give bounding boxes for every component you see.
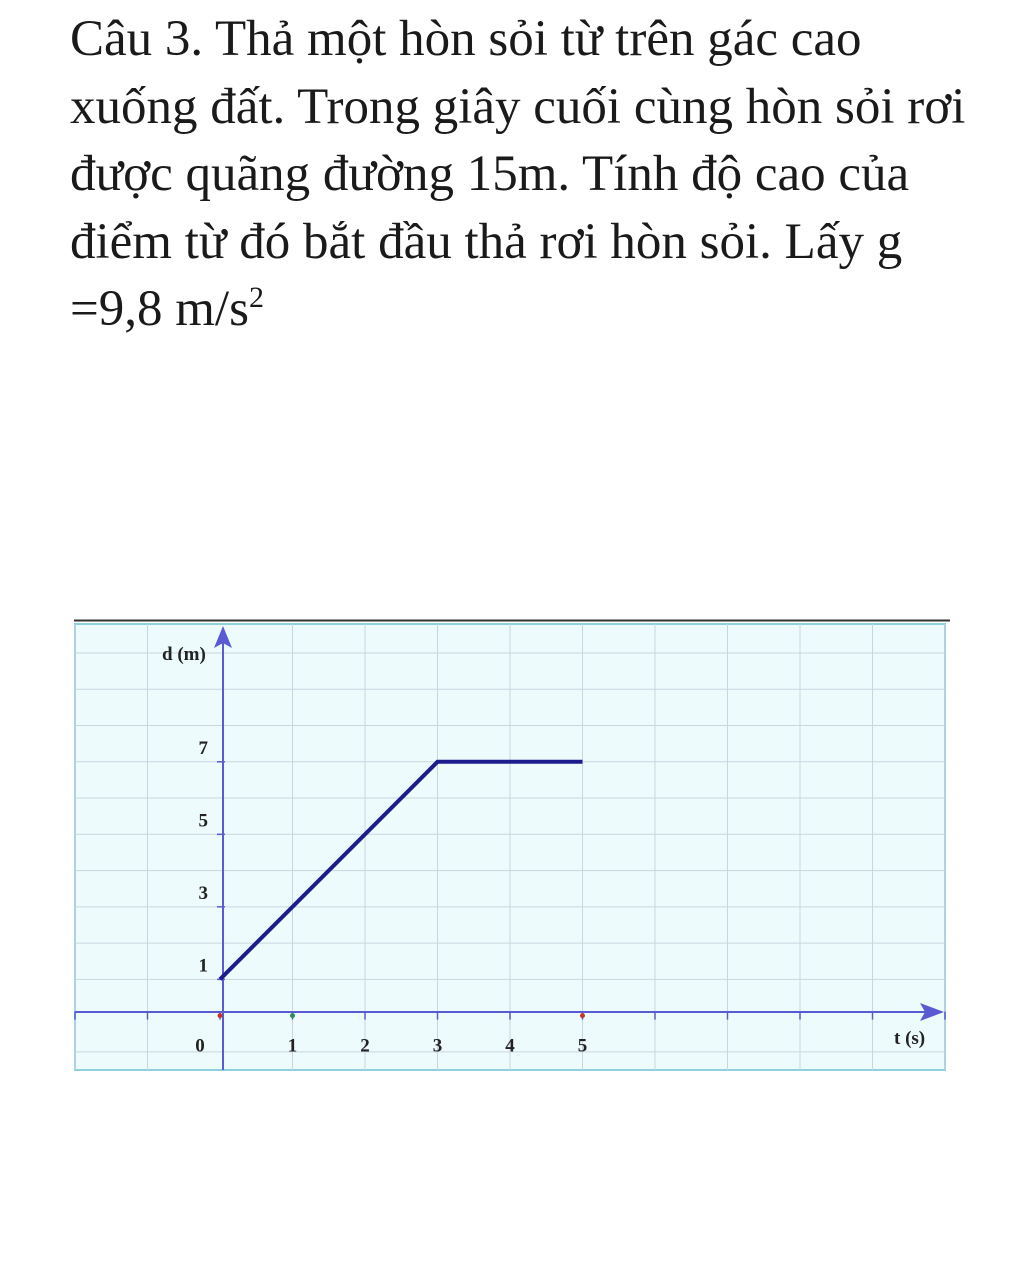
question-body: Câu 3. Thả một hòn sỏi từ trên gác cao xuống đất. Trong giây cuối cùng hòn sỏi rơi được quãng đường 15m. Tính độ cao của điểm từ đó bắt đầu thả rơi hòn sỏi. Lấy g =9,8 m/s (70, 11, 966, 337)
unit-exponent: 2 (248, 281, 264, 314)
x-axis-label: t (s) (894, 1028, 926, 1049)
x-tick-label: 3 (432, 1035, 443, 1057)
y-tick-label: 5 (198, 810, 208, 832)
x-tick-label: 2 (360, 1035, 370, 1057)
x-tick-label: 4 (505, 1035, 515, 1057)
axis-dot (580, 1013, 585, 1018)
question-text (70, 6, 970, 344)
x-tick-label: 1 (287, 1035, 298, 1057)
y-tick-label: 7 (198, 737, 208, 759)
distance-time-graph (74, 618, 950, 1074)
x-tick-label: 5 (577, 1035, 588, 1057)
chart-svg (74, 618, 950, 1074)
y-tick-label: 1 (198, 955, 208, 977)
x-tick-label: 0 (195, 1035, 205, 1057)
axis-dot (290, 1013, 295, 1018)
axis-dot (218, 1013, 223, 1018)
y-tick-label: 3 (198, 882, 208, 904)
y-axis-label: d (m) (162, 644, 206, 665)
